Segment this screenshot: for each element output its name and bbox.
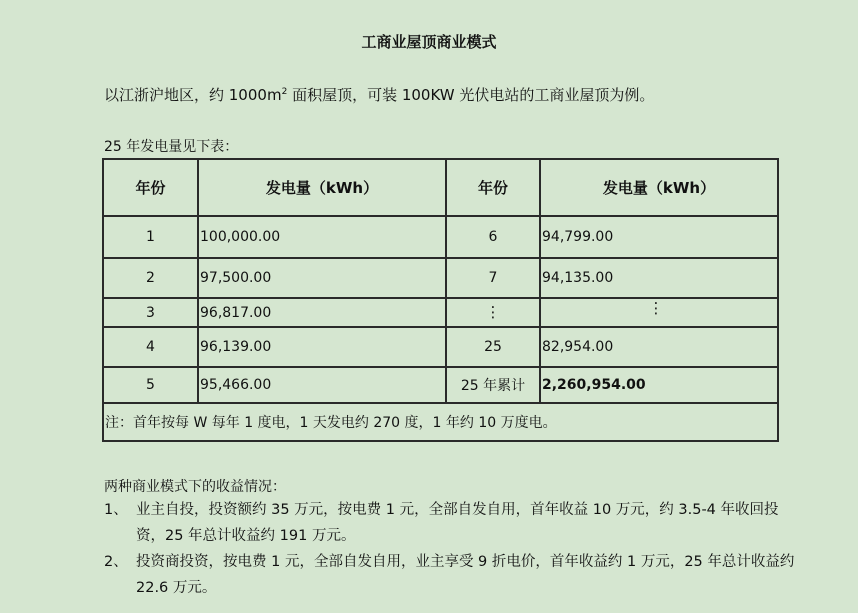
year-cell: 6 xyxy=(446,216,540,258)
year-cell: 7 xyxy=(446,258,540,298)
table-heading: 25 年发电量见下表： xyxy=(104,139,239,155)
generation-cell: 95,466.00 xyxy=(198,367,446,403)
generation-cell: 94,799.00 xyxy=(540,216,778,258)
list-number: 1、 xyxy=(104,502,128,518)
vertical-ellipsis: ⋮ xyxy=(485,302,501,321)
generation-cell: 82,954.00 xyxy=(540,327,778,367)
header-year-2: 年份 xyxy=(446,159,540,216)
header-year-1: 年份 xyxy=(103,159,198,216)
table-header-row xyxy=(103,159,778,216)
intro-superscript: 2 xyxy=(281,87,288,97)
generation-table xyxy=(102,158,779,442)
table-row xyxy=(103,216,778,258)
table-row xyxy=(103,327,778,367)
year-cell: 3 xyxy=(103,298,198,327)
list-item xyxy=(104,497,804,549)
year-cell: 1 xyxy=(103,216,198,258)
generation-cell: 94,135.00 xyxy=(540,258,778,298)
generation-cell: 100,000.00 xyxy=(198,216,446,258)
table-row xyxy=(103,258,778,298)
generation-cell xyxy=(540,298,778,327)
intro-text-after: 面积屋顶，可装 100KW 光伏电站的工商业屋顶为例。 xyxy=(287,86,655,104)
list-text: 投资商投资，按电费 1 元，全部自发自用，业主享受 9 折电价，首年收益约 1 万元，25 年总计收益约 22.6 万元。 xyxy=(136,554,795,596)
year-cell: 25 xyxy=(446,327,540,367)
income-heading: 两种商业模式下的收益情况： xyxy=(104,479,286,495)
year-cell xyxy=(446,298,540,327)
cumulative-label-cell: 25 年累计 xyxy=(446,367,540,403)
intro-paragraph xyxy=(104,84,654,105)
generation-cell: 96,817.00 xyxy=(198,298,446,327)
table-row xyxy=(103,298,778,327)
list-number: 2、 xyxy=(104,554,128,570)
vertical-ellipsis: ⋮ xyxy=(648,298,664,317)
list-item xyxy=(104,549,804,601)
generation-cell: 97,500.00 xyxy=(198,258,446,298)
table-note-row xyxy=(103,403,778,441)
cumulative-total-cell: 2,260,954.00 xyxy=(540,367,778,403)
header-generation-1: 发电量（kWh） xyxy=(198,159,446,216)
business-model-list xyxy=(104,497,804,601)
table-row xyxy=(103,367,778,403)
page-title: 工商业屋顶商业模式 xyxy=(361,33,497,51)
header-generation-2: 发电量（kWh） xyxy=(540,159,778,216)
intro-text-before: 以江浙沪地区，约 1000m xyxy=(104,86,282,104)
list-text: 业主自投，投资额约 35 万元，按电费 1 元，全部自发自用，首年收益 10 万元，约 3.5-4 年收回投资，25 年总计收益约 191 万元。 xyxy=(136,502,779,544)
year-cell: 4 xyxy=(103,327,198,367)
generation-cell: 96,139.00 xyxy=(198,327,446,367)
year-cell: 2 xyxy=(103,258,198,298)
table-note: 注：首年按每 W 每年 1 度电，1 天发电约 270 度，1 年约 10 万度电。 xyxy=(103,403,778,441)
year-cell: 5 xyxy=(103,367,198,403)
